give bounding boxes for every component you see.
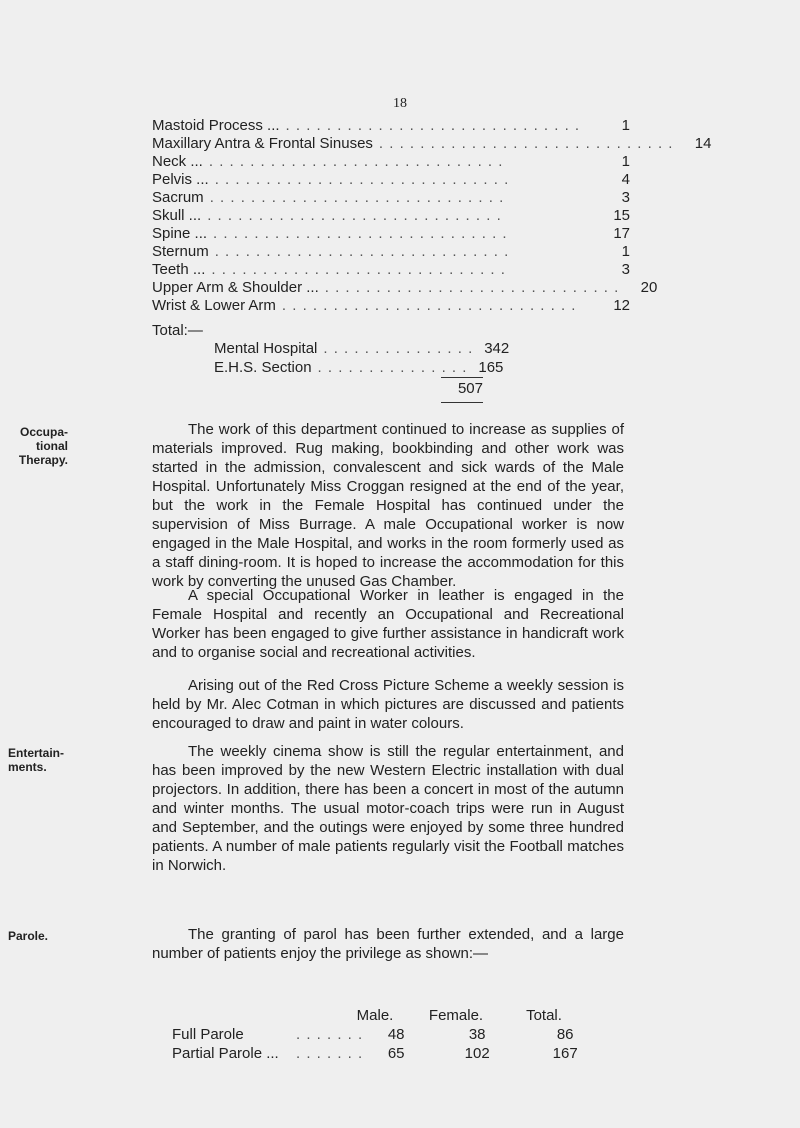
total-label: Mental Hospital (214, 340, 318, 357)
site-label: Skull ... (152, 207, 202, 224)
paragraph: Arising out of the Red Cross Picture Scheme a weekly session is held by Mr. Alec Cotman in which pictures are discussed and patients encouraged to draw and paint in water colours. (152, 677, 624, 732)
table-row: Mental Hospital . . . . . . . . . . . . . . . 342 (214, 340, 510, 357)
total-value: 165 (478, 359, 504, 376)
paragraph: The work of this department continued to increase as supplies of materials improved. Rug making, bookbinding and other work was started in the admission, convalescent and sick wards of the Male Hospital. Unfortunately Miss Croggan resigned at the end of the year, but the work in the Female Hospital has continued under the supervision of Miss Burrage. A male Occupational worker is now engaged in the Male Hospital, and works in the room formerly used as a staff dining-room. It is hoped to increase the accommodation for this work by converting the unused Gas Chamber. (152, 421, 624, 590)
site-count: 17 (613, 225, 630, 242)
total-label: E.H.S. Section (214, 359, 312, 376)
table-row: Partial Parole ... . . . . . . . 65 102 167 (172, 1044, 622, 1063)
table-cell: 38 (468, 1026, 486, 1043)
table-cell: 102 (464, 1045, 490, 1062)
side-heading-entertainments: Entertain- ments. (8, 746, 65, 774)
site-count: 12 (613, 297, 630, 314)
paragraph: A special Occupational Worker in leather is engaged in the Female Hospital and recently an Occupational and Recreational Worker has been engaged to give further assistance in handicraft work and to organise social and recreational activities. (152, 587, 624, 661)
site-label: Neck ... (152, 153, 203, 170)
site-label: Teeth ... (152, 261, 206, 278)
site-label: Maxillary Antra & Frontal Sinuses (152, 135, 373, 152)
site-count: 4 (621, 171, 630, 188)
side-heading-parole: Parole. (8, 929, 49, 943)
page-number: 18 (393, 96, 407, 111)
total-table (214, 339, 510, 377)
table-cell: 167 (552, 1045, 578, 1062)
table-row: Sternum . . . . . . . . . . . . . . . . . . . . . . . . . . . . . 1 (152, 243, 630, 260)
table-row: Wrist & Lower Arm . . . . . . . . . . . . . . . . . . . . . . . . . . . . . 12 (152, 297, 630, 314)
site-count: 20 (640, 279, 658, 296)
side-heading-occupational-therapy: Occupa- tional Therapy. (18, 425, 68, 467)
site-count: 3 (621, 189, 630, 206)
table-cell: 86 (556, 1026, 574, 1043)
table-cell: 65 (387, 1045, 405, 1062)
table-row: Teeth ... . . . . . . . . . . . . . . . . . . . . . . . . . . . . . 3 (152, 261, 630, 278)
sum-rule (441, 402, 483, 403)
column-header: Female. (428, 1007, 484, 1024)
site-label: Spine ... (152, 225, 208, 242)
site-count: 1 (621, 153, 630, 170)
grand-total: 507 (457, 380, 483, 397)
site-label: Wrist & Lower Arm (152, 297, 276, 314)
site-count: 3 (621, 261, 630, 278)
parole-table (172, 1006, 622, 1063)
paragraph: The granting of parol has been further extended, and a large number of patients enjoy the privilege as shown:— (152, 926, 624, 962)
column-header: Total. (526, 1007, 562, 1024)
table-row: Upper Arm & Shoulder ... . . . . . . . . . . . . . . . . . . . . . . . . . . . . . 20 (152, 279, 658, 296)
table-row: E.H.S. Section . . . . . . . . . . . . . . . 165 (214, 359, 504, 376)
table-row: Pelvis ... . . . . . . . . . . . . . . . . . . . . . . . . . . . . . 4 (152, 171, 630, 188)
site-count: 1 (621, 243, 630, 260)
site-label: Pelvis ... (152, 171, 209, 188)
site-label: Mastoid Process ... (152, 117, 280, 134)
row-label: Full Parole (172, 1026, 244, 1043)
sum-rule (441, 377, 483, 378)
table-cell: 48 (387, 1026, 405, 1043)
total-value: 342 (484, 340, 510, 357)
site-label: Sacrum (152, 189, 204, 206)
row-label: Partial Parole ... (172, 1045, 279, 1062)
xray-sites-table (152, 117, 712, 315)
site-count: 14 (694, 135, 712, 152)
table-row: Full Parole . . . . . . . 48 38 86 (172, 1025, 622, 1044)
total-heading: Total:— (152, 322, 203, 339)
table-row: Spine ... . . . . . . . . . . . . . . . . . . . . . . . . . . . . . 17 (152, 225, 630, 242)
table-row: Mastoid Process ... . . . . . . . . . . . . . . . . . . . . . . . . . . . . . 1 (152, 117, 630, 134)
table-header-row (172, 1006, 622, 1025)
site-label: Upper Arm & Shoulder ... (152, 279, 319, 296)
table-row: Neck ... . . . . . . . . . . . . . . . . . . . . . . . . . . . . . 1 (152, 153, 630, 170)
table-row: Sacrum . . . . . . . . . . . . . . . . . . . . . . . . . . . . . 3 (152, 189, 630, 206)
table-row: Skull ... . . . . . . . . . . . . . . . . . . . . . . . . . . . . . 15 (152, 207, 630, 224)
site-label: Sternum (152, 243, 209, 260)
column-header: Male. (356, 1007, 394, 1024)
table-row: Maxillary Antra & Frontal Sinuses . . . . . . . . . . . . . . . . . . . . . . . . . . . . . 14 (152, 135, 712, 152)
paragraph: The weekly cinema show is still the regular entertainment, and has been improved by the new Western Electric installation with dual projectors. In addition, there has been a concert in most of the autumn and winter months. The usual motor-coach trips were run in August and September, and the outings were enjoyed by some three hundred patients. A number of male patients regularly visit the Football matches in Norwich. (152, 743, 624, 874)
site-count: 1 (621, 117, 630, 134)
site-count: 15 (613, 207, 630, 224)
